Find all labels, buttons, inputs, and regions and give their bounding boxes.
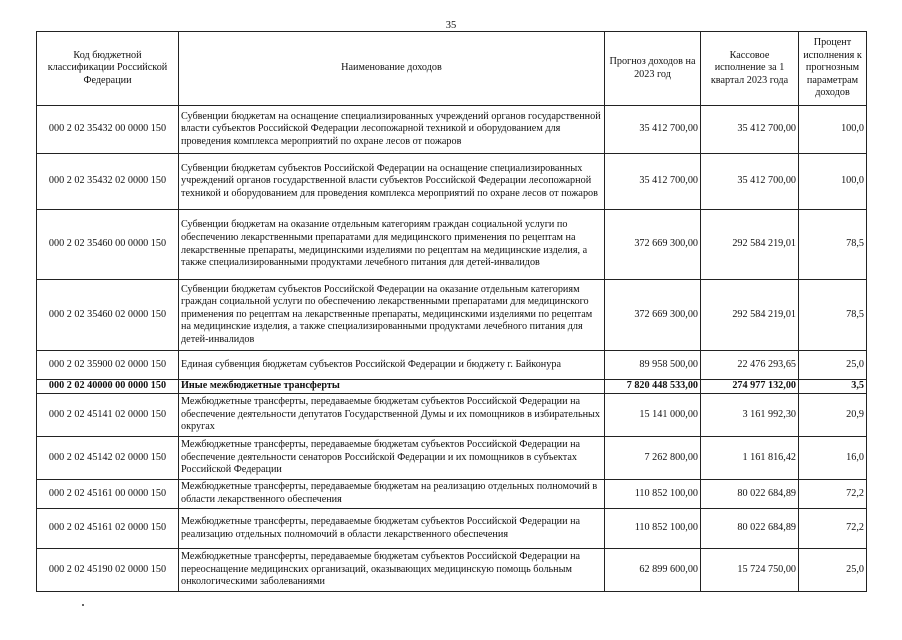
header-code: Код бюджетной классификации Российской Федерации xyxy=(37,32,179,106)
revenue-table xyxy=(36,31,867,592)
header-forecast: Прогноз доходов на 2023 год xyxy=(605,32,701,106)
row-actual: 274 977 132,00 xyxy=(701,380,799,394)
table-row xyxy=(37,549,867,592)
table-row xyxy=(37,154,867,210)
row-name: Межбюджетные трансферты, передаваемые бюджетам на реализацию отдельных полномочий в области лекарственного обеспечения xyxy=(179,480,605,509)
row-percent: 25,0 xyxy=(799,351,867,380)
row-actual: 3 161 992,30 xyxy=(701,394,799,437)
header-name: Наименование доходов xyxy=(179,32,605,106)
row-code: 000 2 02 35460 00 0000 150 xyxy=(37,210,179,280)
row-actual: 80 022 684,89 xyxy=(701,509,799,549)
row-percent: 78,5 xyxy=(799,210,867,280)
row-forecast: 15 141 000,00 xyxy=(605,394,701,437)
row-percent: 16,0 xyxy=(799,437,867,480)
row-actual: 80 022 684,89 xyxy=(701,480,799,509)
row-forecast: 35 412 700,00 xyxy=(605,154,701,210)
table-body xyxy=(37,106,867,592)
row-code: 000 2 02 40000 00 0000 150 xyxy=(37,380,179,394)
row-percent: 72,2 xyxy=(799,509,867,549)
row-name: Межбюджетные трансферты, передаваемые бюджетам субъектов Российской Федерации на обеспечение деятельности сенаторов Российской Федерации и их помощников в субъектах Российской Федерации xyxy=(179,437,605,480)
row-percent: 72,2 xyxy=(799,480,867,509)
row-percent: 25,0 xyxy=(799,549,867,592)
row-actual: 1 161 816,42 xyxy=(701,437,799,480)
table-row-total xyxy=(37,380,867,394)
row-code: 000 2 02 35460 02 0000 150 xyxy=(37,280,179,351)
table-row xyxy=(37,280,867,351)
row-code: 000 2 02 35432 00 0000 150 xyxy=(37,106,179,154)
stray-dot xyxy=(82,604,84,606)
table-row xyxy=(37,210,867,280)
table-row xyxy=(37,437,867,480)
row-actual: 292 584 219,01 xyxy=(701,280,799,351)
row-actual: 22 476 293,65 xyxy=(701,351,799,380)
row-name: Субвенции бюджетам субъектов Российской Федерации на оказание отдельным категориям граждан социальной услуги по обеспечению лекарственными препаратами для медицинского применения по рецептам на лекарственные препараты, медицинскими изделиями по рецептам на медицинские изделия, а также специализированными продуктами лечебного питания для детей-инвалидов xyxy=(179,280,605,351)
row-name: Субвенции бюджетам субъектов Российской Федерации на оснащение специализированных учреждений органов государственной власти субъектов Российской Федерации лесопожарной техникой и оборудованием для проведения комплекса мероприятий по охране лесов от пожаров xyxy=(179,154,605,210)
table-row xyxy=(37,106,867,154)
row-name: Межбюджетные трансферты, передаваемые бюджетам субъектов Российской Федерации на реализацию отдельных полномочий в области лекарственного обеспечения xyxy=(179,509,605,549)
row-forecast: 7 820 448 533,00 xyxy=(605,380,701,394)
row-percent: 100,0 xyxy=(799,154,867,210)
row-forecast: 35 412 700,00 xyxy=(605,106,701,154)
header-percent: Процент исполнения к прогнозным параметрам доходов xyxy=(799,32,867,106)
row-forecast: 110 852 100,00 xyxy=(605,509,701,549)
row-forecast: 89 958 500,00 xyxy=(605,351,701,380)
row-name: Единая субвенция бюджетам субъектов Российской Федерации и бюджету г. Байконура xyxy=(179,351,605,380)
row-code: 000 2 02 45190 02 0000 150 xyxy=(37,549,179,592)
row-code: 000 2 02 45141 02 0000 150 xyxy=(37,394,179,437)
row-percent: 20,9 xyxy=(799,394,867,437)
header-actual: Кассовое исполнение за 1 квартал 2023 года xyxy=(701,32,799,106)
row-forecast: 110 852 100,00 xyxy=(605,480,701,509)
row-name: Субвенции бюджетам на оказание отдельным категориям граждан социальной услуги по обеспечению лекарственными препаратами для медицинского применения по рецептам на лекарственные препараты, медицинскими изделиями по рецептам на медицинские изделия, а также специализированными продуктами лечебного питания для детей-инвалидов xyxy=(179,210,605,280)
row-forecast: 7 262 800,00 xyxy=(605,437,701,480)
row-percent: 100,0 xyxy=(799,106,867,154)
row-code: 000 2 02 35900 02 0000 150 xyxy=(37,351,179,380)
row-name: Межбюджетные трансферты, передаваемые бюджетам субъектов Российской Федерации на переоснащение медицинских организаций, оказывающих медицинскую помощь больным онкологическими заболеваниями xyxy=(179,549,605,592)
table-row xyxy=(37,394,867,437)
row-code: 000 2 02 45161 02 0000 150 xyxy=(37,509,179,549)
page-number: 35 xyxy=(445,20,457,31)
row-code: 000 2 02 45142 02 0000 150 xyxy=(37,437,179,480)
table-row xyxy=(37,351,867,380)
row-name: Межбюджетные трансферты, передаваемые бюджетам субъектов Российской Федерации на обеспечение деятельности депутатов Государственной Думы и их помощников в избирательных округах xyxy=(179,394,605,437)
row-code: 000 2 02 45161 00 0000 150 xyxy=(37,480,179,509)
row-name: Субвенции бюджетам на оснащение специализированных учреждений органов государственной власти субъектов Российской Федерации лесопожарной техникой и оборудованием для проведения комплекса мероприятий по охране лесов от пожаров xyxy=(179,106,605,154)
row-forecast: 62 899 600,00 xyxy=(605,549,701,592)
table-row xyxy=(37,480,867,509)
row-actual: 35 412 700,00 xyxy=(701,106,799,154)
row-code: 000 2 02 35432 02 0000 150 xyxy=(37,154,179,210)
row-forecast: 372 669 300,00 xyxy=(605,210,701,280)
table-header-row xyxy=(37,32,867,106)
row-actual: 15 724 750,00 xyxy=(701,549,799,592)
table-row xyxy=(37,509,867,549)
row-forecast: 372 669 300,00 xyxy=(605,280,701,351)
row-percent: 78,5 xyxy=(799,280,867,351)
row-name: Иные межбюджетные трансферты xyxy=(179,380,605,394)
row-actual: 292 584 219,01 xyxy=(701,210,799,280)
row-percent: 3,5 xyxy=(799,380,867,394)
row-actual: 35 412 700,00 xyxy=(701,154,799,210)
